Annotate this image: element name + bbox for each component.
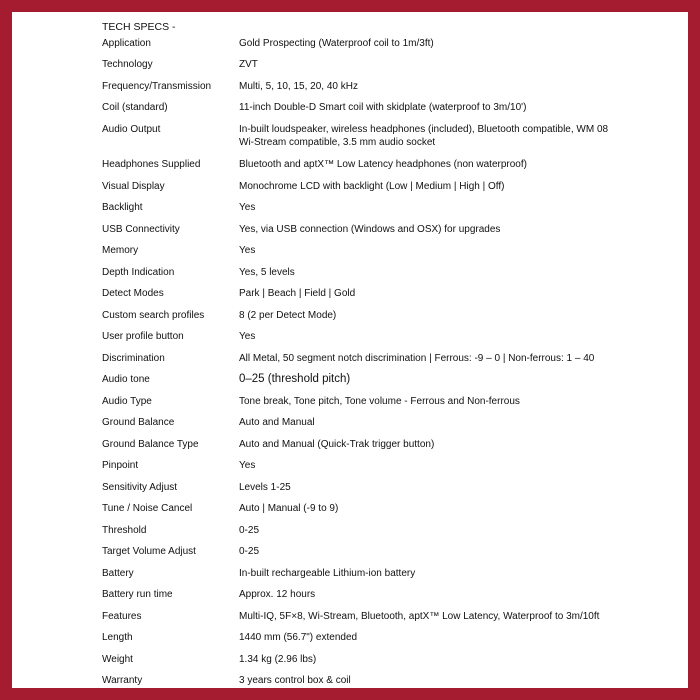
spec-value: In-built loudspeaker, wireless headphones (included), Bluetooth compatible, WM 08 Wi-Stream compatible, 3.5 mm audio socket (239, 124, 609, 148)
spec-label: Custom search profiles (102, 310, 205, 321)
spec-label: Battery run time (102, 589, 173, 600)
spec-label: Headphones Supplied (102, 159, 201, 170)
spec-label: Coil (standard) (102, 102, 168, 113)
spec-value: Auto | Manual (-9 to 9) (239, 503, 339, 514)
spec-label: Ground Balance Type (102, 439, 199, 450)
spec-value: All Metal, 50 segment notch discrimination | Ferrous: -9 – 0 | Non-ferrous: 1 – 40 (239, 353, 595, 364)
spec-value: Auto and Manual (Quick-Trak trigger button) (239, 439, 435, 450)
spec-label: Features (102, 611, 142, 622)
spec-value: Auto and Manual (239, 417, 315, 428)
spec-value: Levels 1-25 (239, 482, 291, 493)
spec-value: Multi, 5, 10, 15, 20, 40 kHz (239, 81, 358, 92)
spec-value: Yes (239, 460, 256, 471)
spec-label: Audio tone (102, 374, 150, 385)
spec-value: Tone break, Tone pitch, Tone volume - Ferrous and Non-ferrous (239, 396, 520, 407)
spec-value: Approx. 12 hours (239, 589, 316, 600)
spec-label: Target Volume Adjust (102, 546, 196, 557)
spec-value: Yes (239, 331, 256, 342)
spec-value: Gold Prospecting (Waterproof coil to 1m/3ft) (239, 38, 434, 49)
spec-label: Ground Balance (102, 417, 175, 428)
spec-value: 11-inch Double-D Smart coil with skidplate (waterproof to 3m/10') (239, 102, 527, 113)
spec-value: 1440 mm (56.7") extended (239, 632, 358, 643)
spec-value: In-built rechargeable Lithium-ion battery (239, 568, 416, 579)
spec-value: Monochrome LCD with backlight (Low | Medium | High | Off) (239, 181, 505, 192)
spec-label: Length (102, 632, 133, 643)
spec-label: Visual Display (102, 181, 165, 192)
spec-label: Tune / Noise Cancel (102, 503, 193, 514)
spec-label: Technology (102, 59, 153, 70)
spec-value: 8 (2 per Detect Mode) (239, 310, 337, 321)
spec-label: Pinpoint (102, 460, 139, 471)
spec-title: TECH SPECS - (102, 21, 176, 33)
spec-value: Bluetooth and aptX™ Low Latency headphones (non waterproof) (239, 159, 527, 170)
spec-value: 1.34 kg (2.96 lbs) (239, 654, 317, 665)
spec-value: 3 years control box & coil (239, 675, 351, 686)
spec-value: Park | Beach | Field | Gold (239, 288, 356, 299)
spec-label: Depth Indication (102, 267, 175, 278)
spec-label: Detect Modes (102, 288, 164, 299)
spec-label: Backlight (102, 202, 143, 213)
spec-value: Yes (239, 202, 256, 213)
spec-label: Audio Type (102, 396, 152, 407)
spec-label: Battery (102, 568, 134, 579)
spec-label: Memory (102, 245, 139, 256)
spec-value: 0-25 (239, 525, 260, 536)
spec-label: Audio Output (102, 124, 161, 135)
spec-value: Yes, 5 levels (239, 267, 295, 278)
spec-value: 0–25 (threshold pitch) (239, 373, 351, 385)
spec-label: Weight (102, 654, 133, 665)
spec-value: Yes, via USB connection (Windows and OSX) for upgrades (239, 224, 501, 235)
spec-label: Warranty (102, 675, 143, 686)
spec-sheet (12, 12, 688, 688)
spec-label: Discrimination (102, 353, 165, 364)
spec-label: Application (102, 38, 151, 49)
spec-value: 0-25 (239, 546, 260, 557)
spec-label: Frequency/Transmission (102, 81, 212, 92)
spec-label: USB Connectivity (102, 224, 180, 235)
spec-value: Yes (239, 245, 256, 256)
spec-label: Sensitivity Adjust (102, 482, 178, 493)
spec-value: Multi-IQ, 5F×8, Wi-Stream, Bluetooth, aptX™ Low Latency, Waterproof to 3m/10ft (239, 611, 600, 622)
spec-label: Threshold (102, 525, 147, 536)
spec-value: ZVT (239, 59, 258, 70)
spec-label: User profile button (102, 331, 184, 342)
